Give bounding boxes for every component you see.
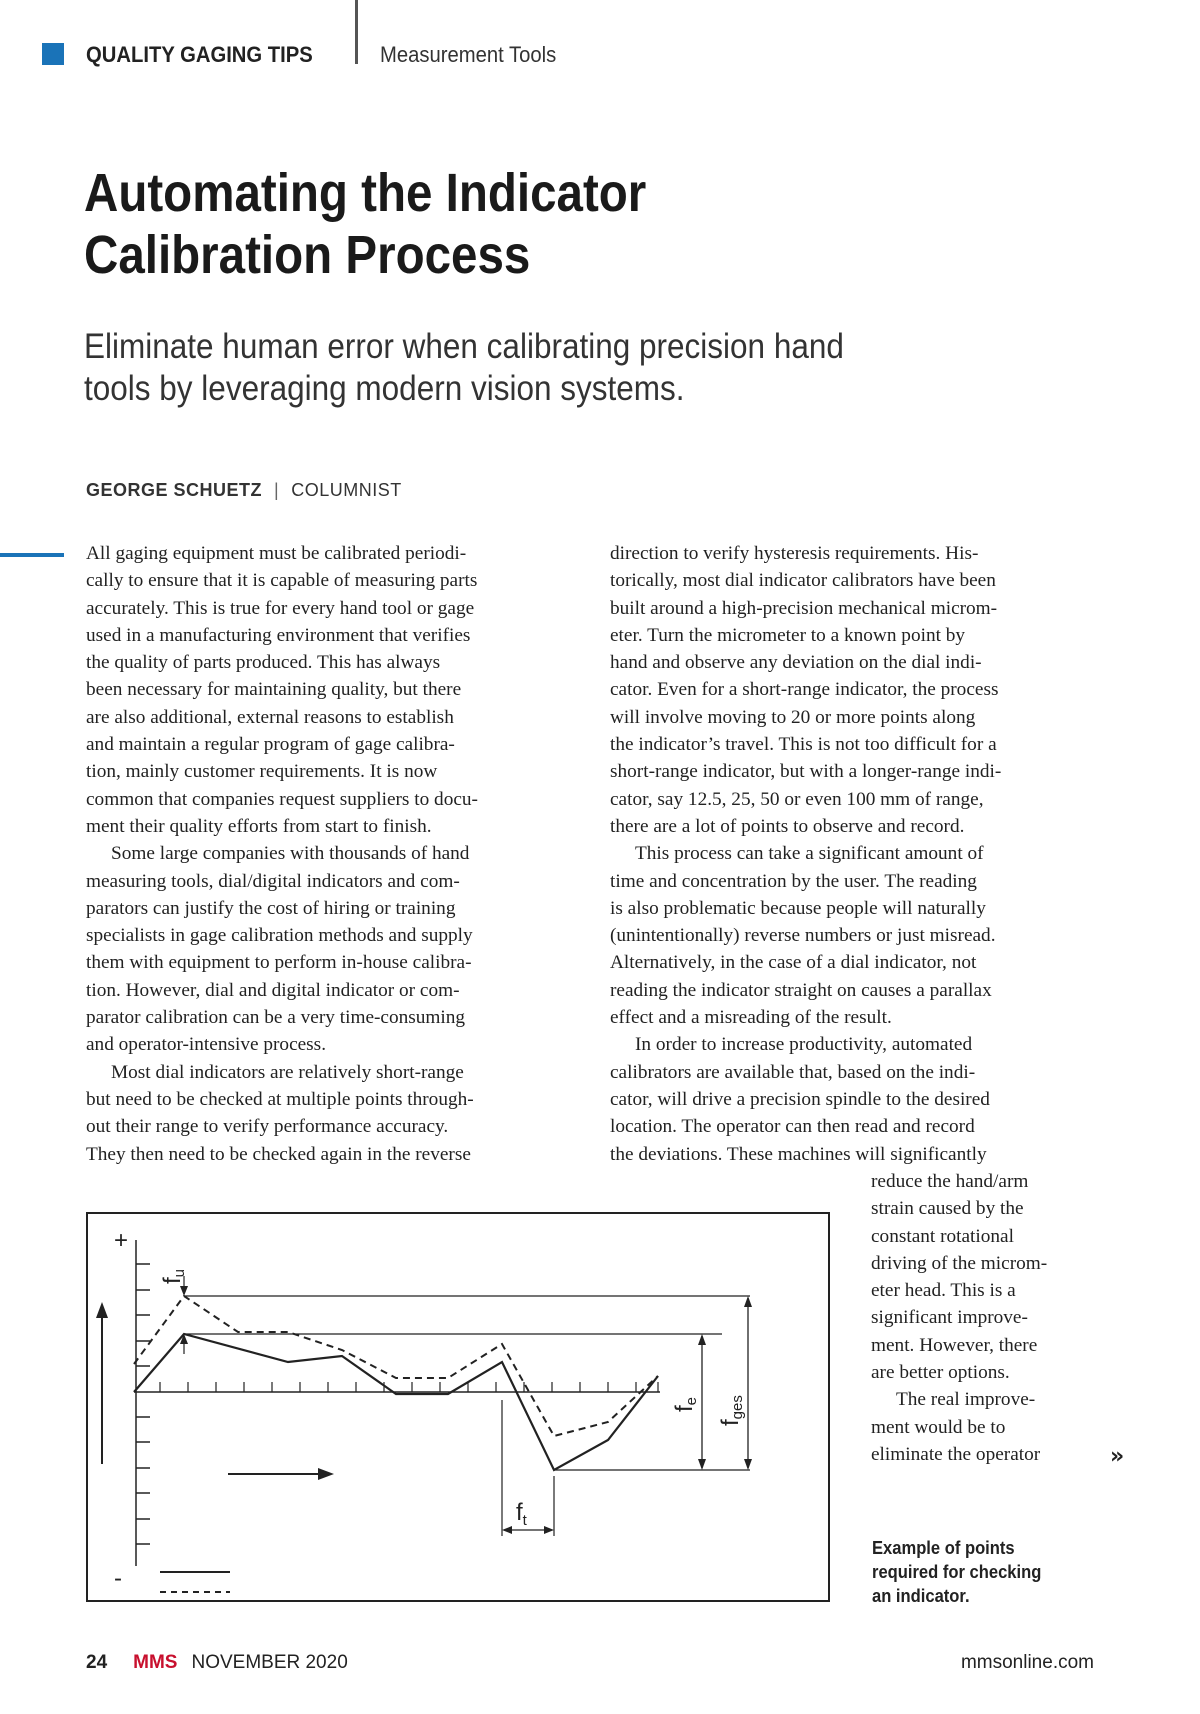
- brand-logo: MMS: [133, 1652, 178, 1673]
- body-line: (unintentionally) reverse numbers or just misread.: [610, 925, 996, 947]
- minus-label: -: [114, 1565, 122, 1592]
- body-line: parators can justify the cost of hiring or training: [86, 897, 456, 919]
- body-line: built around a high-precision mechanical microm-: [610, 597, 998, 619]
- body-line: and operator-intensive process.: [86, 1034, 327, 1056]
- body-line: but need to be checked at multiple points through-: [86, 1088, 474, 1110]
- body-line: used in a manufacturing environment that verifies: [86, 624, 471, 646]
- body-line: eliminate the operator: [871, 1443, 1041, 1465]
- fges-arrow-top-icon: [744, 1296, 752, 1307]
- body-line: ment would be to: [871, 1416, 1006, 1438]
- body-line: measuring tools, dial/digital indicators and com-: [86, 870, 460, 892]
- fges-label: fges: [717, 1395, 746, 1426]
- body-line: ment their quality efforts from start to finish.: [86, 815, 432, 837]
- body-line: strain caused by the: [871, 1198, 1024, 1220]
- body-line: there are a lot of points to observe and record.: [610, 815, 965, 837]
- body-line: ment. However, there: [871, 1334, 1038, 1356]
- author-role: COLUMNIST: [291, 480, 402, 500]
- body-line: hand and observe any deviation on the dial indi-: [610, 652, 982, 674]
- subtitle-line: Eliminate human error when calibrating precision hand: [84, 327, 844, 366]
- vertical-axis-ticks: [136, 1264, 150, 1544]
- body-line: out their range to verify performance accuracy.: [86, 1116, 449, 1138]
- body-column-1: [86, 540, 586, 1168]
- article-title: [84, 162, 646, 286]
- ft-arrow-left-icon: [502, 1526, 512, 1534]
- body-line: They then need to be checked again in the reverse: [86, 1143, 471, 1165]
- forward-deviation-curve: [134, 1334, 658, 1470]
- section-label: QUALITY GAGING TIPS: [86, 42, 313, 67]
- baseline-ticks: [160, 1382, 658, 1392]
- author-name: GEORGE SCHUETZ: [86, 480, 263, 500]
- body-line: are also additional, external reasons to establish: [86, 706, 454, 728]
- body-line: and maintain a regular program of gage calibra-: [86, 734, 455, 756]
- body-line: direction to verify hysteresis requirements. His-: [610, 543, 979, 564]
- body-line: cally to ensure that it is capable of measuring parts: [86, 570, 478, 592]
- body-line: calibrators are available that, based on the indi-: [610, 1061, 976, 1083]
- reverse-deviation-curve: [134, 1296, 658, 1436]
- body-column-3: [871, 1168, 1121, 1468]
- body-line: location. The operator can then read and record: [610, 1116, 975, 1138]
- indicator-error-diagram: [86, 1212, 830, 1602]
- body-line: will involve moving to 20 or more points along: [610, 706, 976, 728]
- website-link[interactable]: mmsonline.com: [960, 1652, 1094, 1673]
- body-line: specialists in gage calibration methods and supply: [86, 925, 473, 947]
- body-line: Some large companies with thousands of hand: [111, 843, 470, 865]
- body-line: is also problematic because people will naturally: [610, 897, 986, 919]
- body-line: cator, will drive a precision spindle to the desired: [610, 1088, 990, 1110]
- body-line: All gaging equipment must be calibrated periodi-: [86, 543, 467, 564]
- section-marker: [42, 43, 64, 65]
- fe-label: fe: [671, 1396, 700, 1412]
- ft-label: $f_t$: [516, 1499, 527, 1529]
- fu-arrow-icon: [180, 1286, 188, 1296]
- body-line: cator. Even for a short-range indicator, the process: [610, 679, 999, 701]
- body-line: Most dial indicators are relatively short-range: [111, 1061, 464, 1083]
- body-line: Alternatively, in the case of a dial indicator, not: [610, 952, 977, 974]
- body-line: them with equipment to perform in-house calibra-: [86, 952, 472, 974]
- body-line: are better options.: [871, 1362, 1010, 1384]
- body-line: accurately. This is true for every hand tool or gage: [86, 597, 475, 619]
- body-line: parator calibration can be a very time-consuming: [86, 1007, 466, 1029]
- title-line: Automating the Indicator: [84, 163, 647, 223]
- body-column-2: [610, 540, 1110, 1168]
- body-line: cator, say 12.5, 25, 50 or even 100 mm of range,: [610, 788, 984, 810]
- body-line: reduce the hand/arm: [871, 1171, 1029, 1192]
- body-line: torically, most dial indicator calibrators have been: [610, 570, 996, 592]
- page-number: 24: [86, 1652, 108, 1673]
- title-line: Calibration Process: [84, 225, 531, 285]
- body-line: been necessary for maintaining quality, but there: [86, 679, 462, 701]
- direction-arrow-head-icon: [318, 1468, 334, 1480]
- caption-line: an indicator.: [872, 1586, 970, 1606]
- header-divider: [355, 0, 358, 64]
- body-line: eter. Turn the micrometer to a known point by: [610, 624, 966, 646]
- issue-date: NOVEMBER 2020: [191, 1652, 348, 1673]
- subtitle-line: tools by leveraging modern vision systems.: [84, 369, 685, 408]
- article-subtitle: [84, 326, 844, 410]
- body-line: common that companies request suppliers to docu-: [86, 788, 478, 810]
- ft-arrow-right-icon: [544, 1526, 554, 1534]
- diagram-svg: [88, 1214, 828, 1600]
- figure-caption: [872, 1536, 1084, 1608]
- caption-line: Example of points: [872, 1538, 1015, 1558]
- body-line: short-range indicator, but with a longer-range indi-: [610, 761, 1002, 783]
- column-start-rule: [0, 553, 64, 557]
- fu-label: fu: [159, 1268, 188, 1284]
- up-arrow-head-icon: [96, 1302, 108, 1318]
- body-line: tion. However, dial and digital indicator or com-: [86, 979, 460, 1001]
- plus-label: +: [114, 1227, 129, 1254]
- fe-arrow-bottom-icon: [698, 1459, 706, 1470]
- body-line: the quality of parts produced. This has always: [86, 652, 441, 674]
- body-line: This process can take a significant amount of: [635, 843, 984, 865]
- body-line: reading the indicator straight on causes a parallax: [610, 979, 992, 1001]
- fges-arrow-bottom-icon: [744, 1459, 752, 1470]
- body-line: the indicator’s travel. This is not too difficult for a: [610, 734, 997, 756]
- body-line: driving of the microm-: [871, 1252, 1048, 1274]
- body-line: the deviations. These machines will significantly: [610, 1143, 987, 1165]
- footer: [86, 1652, 348, 1674]
- caption-line: required for checking: [872, 1562, 1042, 1582]
- continued-arrow-icon: »: [1110, 1444, 1125, 1469]
- body-line: eter head. This is a: [871, 1280, 1016, 1302]
- body-line: In order to increase productivity, automated: [635, 1034, 973, 1056]
- byline: [86, 480, 402, 501]
- fe-arrow-top-icon: [698, 1334, 706, 1345]
- body-line: significant improve-: [871, 1307, 1028, 1329]
- body-line: tion, mainly customer requirements. It is now: [86, 761, 438, 783]
- body-line: time and concentration by the user. The reading: [610, 870, 977, 892]
- body-line: The real improve-: [896, 1389, 1036, 1411]
- body-line: constant rotational: [871, 1225, 1014, 1247]
- body-line: effect and a misreading of the result.: [610, 1007, 892, 1029]
- byline-separator: |: [274, 480, 280, 500]
- topic-label: Measurement Tools: [380, 42, 557, 67]
